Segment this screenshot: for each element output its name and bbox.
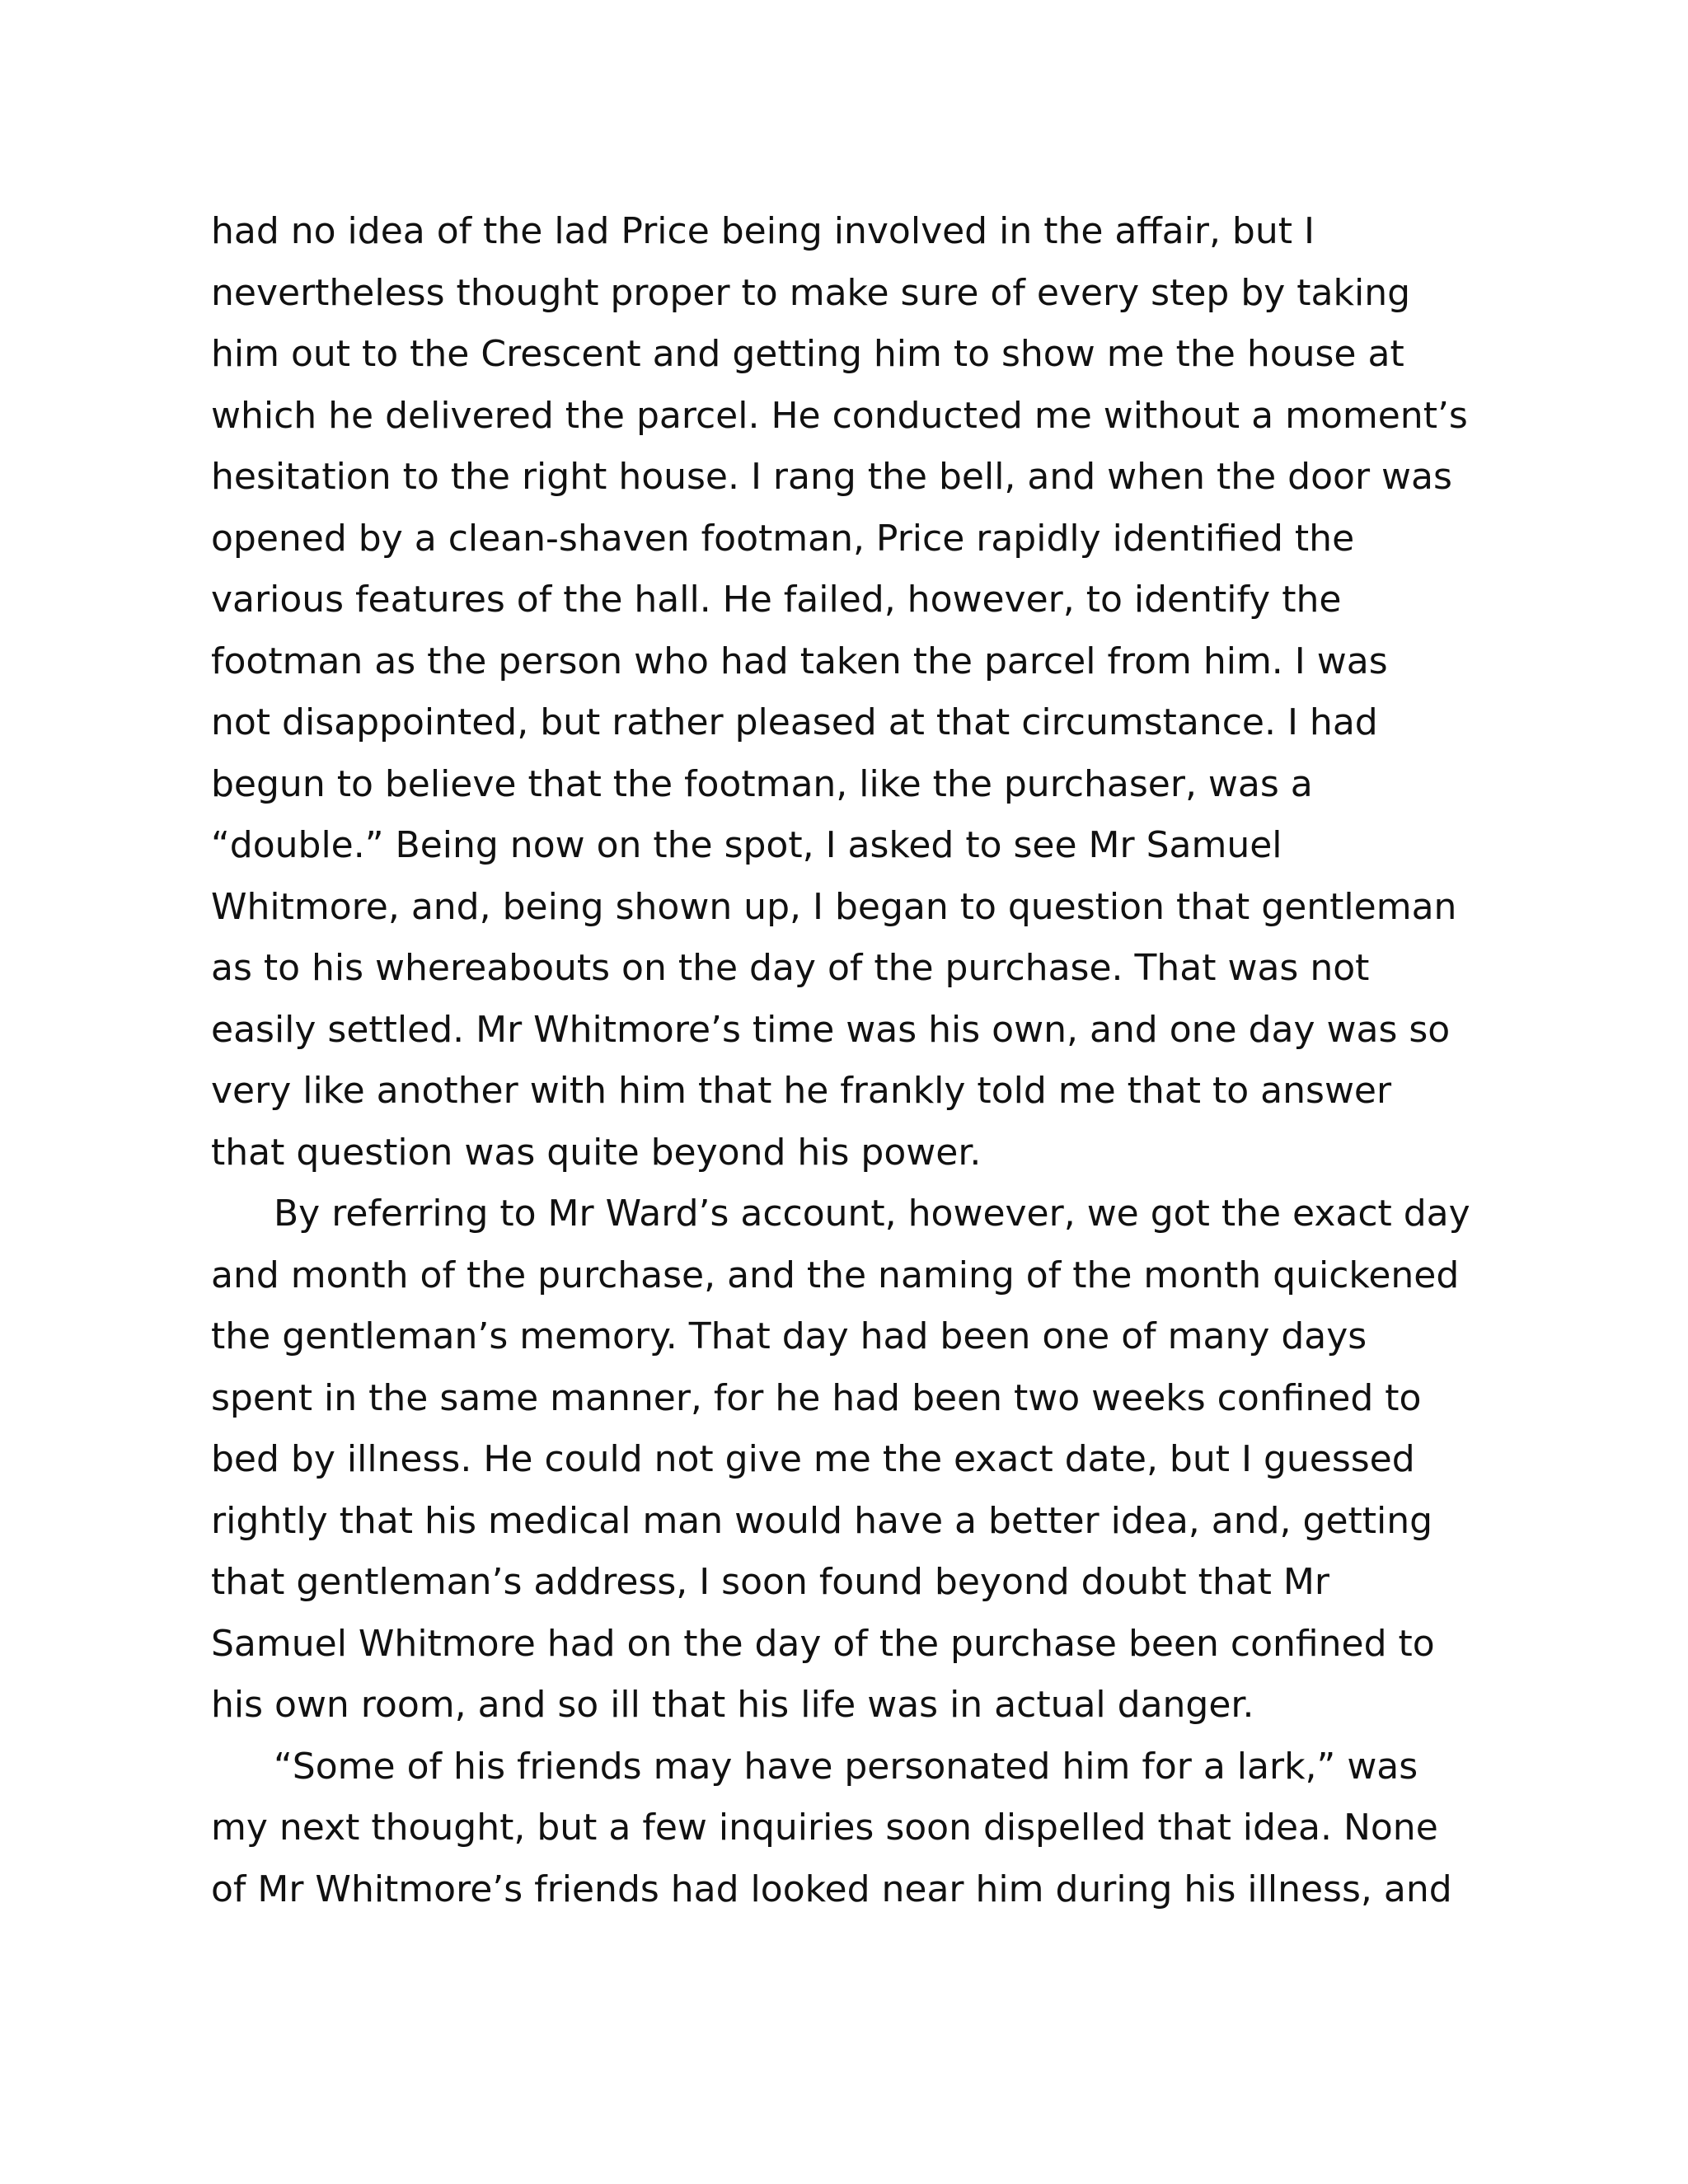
text-line: his own room, and so ill that his life was in actual danger. — [211, 1684, 1254, 1726]
text-line: of Mr Whitmore’s friends had looked near him during his illness, and — [211, 1868, 1452, 1910]
text-line: opened by a clean-shaven footman, Price rapidly identified the — [211, 517, 1355, 560]
body-text — [211, 201, 1497, 1920]
text-line: spent in the same manner, for he had been two weeks confined to — [211, 1376, 1422, 1419]
text-line: not disappointed, but rather pleased at that circumstance. I had — [211, 701, 1378, 743]
text-line-paragraph-start: “Some of his friends may have personated him for a lark,” was — [274, 1745, 1418, 1788]
text-line: that gentleman’s address, I soon found beyond doubt that Mr — [211, 1561, 1329, 1603]
text-line: rightly that his medical man would have a better idea, and, getting — [211, 1499, 1433, 1542]
text-line: him out to the Crescent and getting him to show me the house at — [211, 333, 1404, 375]
text-line: begun to believe that the footman, like the purchaser, was a — [211, 762, 1313, 805]
text-line: easily settled. Mr Whitmore’s time was his own, and one day was so — [211, 1008, 1451, 1051]
text-line: had no idea of the lad Price being involved in the affair, but I — [211, 210, 1315, 252]
text-line: hesitation to the right house. I rang the bell, and when the door was — [211, 456, 1452, 498]
text-line: Whitmore, and, being shown up, I began to question that gentleman — [211, 885, 1457, 928]
text-line-paragraph-start: By referring to Mr Ward’s account, however, we got the exact day — [274, 1193, 1470, 1235]
text-line: various features of the hall. He failed, however, to identify the — [211, 579, 1342, 621]
text-line: footman as the person who had taken the parcel from him. I was — [211, 640, 1388, 682]
text-line: bed by illness. He could not give me the exact date, but I guessed — [211, 1438, 1415, 1480]
text-line: nevertheless thought proper to make sure of every step by taking — [211, 271, 1411, 314]
text-line: the gentleman’s memory. That day had been one of many days — [211, 1315, 1367, 1357]
text-line: and month of the purchase, and the naming of the month quickened — [211, 1254, 1460, 1296]
text-line: that question was quite beyond his power. — [211, 1131, 982, 1174]
text-line: as to his whereabouts on the day of the purchase. That was not — [211, 947, 1370, 989]
text-line: Samuel Whitmore had on the day of the purchase been confined to — [211, 1622, 1435, 1665]
text-line: my next thought, but a few inquiries soon dispelled that idea. None — [211, 1807, 1438, 1849]
text-line: very like another with him that he frankly told me that to answer — [211, 1070, 1392, 1112]
text-line: which he delivered the parcel. He conducted me without a moment’s — [211, 394, 1468, 437]
text-line: “double.” Being now on the spot, I asked to see Mr Samuel — [211, 824, 1282, 866]
